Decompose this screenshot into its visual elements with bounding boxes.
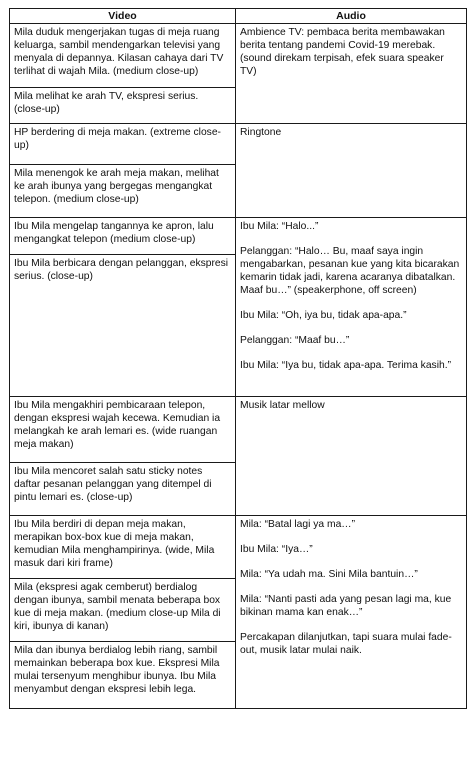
audio-cell <box>236 24 467 124</box>
audio-column-header: Audio <box>236 9 467 24</box>
av-script-table <box>9 8 467 709</box>
video-cell <box>10 397 236 516</box>
video-shot: Mila duduk mengerjakan tugas di meja ruang keluarga, sambil mendengarkan televisi yang menyala di depannya. Kilasan cahaya dari TV terlihat di wajah Mila. (medium close-up) <box>14 27 224 77</box>
scene-row <box>10 124 467 218</box>
audio-cell <box>236 516 467 709</box>
video-cell <box>10 516 236 709</box>
audio-line: Ibu Mila: “Oh, iya bu, tidak apa-apa.” <box>240 310 407 321</box>
video-cell <box>10 124 236 218</box>
audio-line: Ibu Mila: “Iya…” <box>240 544 313 555</box>
video-shot: Ibu Mila mengelap tangannya ke apron, lalu mengangkat telepon (medium close-up) <box>14 221 214 245</box>
audio-line: Mila: “Batal lagi ya ma…” <box>240 519 356 530</box>
audio-line: Musik latar mellow <box>240 400 325 411</box>
audio-line: Pelanggan: “Halo… Bu, maaf saya ingin mengabarkan, pesanan kue yang kita bicarakan kemarin tidak jadi, karena acaranya dibatalkan. Maaf bu…” (speakerphone, off screen) <box>240 246 460 296</box>
audio-line: Ambience TV: pembaca berita membawakan berita tentang pandemi Covid-19 merebak. (sound direkam terpisah, efek suara speaker TV) <box>240 27 445 77</box>
video-shot: Ibu Mila mencoret salah satu sticky notes daftar pesanan pelanggan yang ditempel di pintu lemari es. (close-up) <box>10 462 235 515</box>
audio-line: Pelanggan: “Maaf bu…” <box>240 335 350 346</box>
video-shot: Ibu Mila mengakhiri pembicaraan telepon, dengan ekspresi wajah kecewa. Kemudian ia melangkah ke arah lemari es. (wide ruangan meja makan) <box>14 400 221 450</box>
scene-row <box>10 218 467 397</box>
video-column-header: Video <box>10 9 236 24</box>
audio-line: Ringtone <box>240 127 282 138</box>
audio-line: Mila: “Nanti pasti ada yang pesan lagi ma, kue bikinan mama kan enak…” <box>240 594 452 618</box>
header-row <box>10 9 467 24</box>
video-shot: Ibu Mila berdiri di depan meja makan, merapikan box-box kue di meja makan, kemudian Mila menghampirinya. (wide, Mila masuk dari kiri frame) <box>14 519 215 569</box>
video-shot: Mila menengok ke arah meja makan, melihat ke arah ibunya yang bergegas mengangkat telepon. (medium close-up) <box>10 164 235 217</box>
video-shot: HP berdering di meja makan. (extreme close-up) <box>14 127 221 151</box>
audio-line: Ibu Mila: “Iya bu, tidak apa-apa. Terima kasih.” <box>240 360 451 371</box>
audio-cell <box>236 124 467 218</box>
video-cell <box>10 218 236 397</box>
video-shot: Mila dan ibunya berdialog lebih riang, sambil memainkan beberapa box kue. Ekspresi Mila mulai tersenyum menghibur ibunya. Ibu Mila menyambut dengan ekspresi lebih lega. <box>10 641 235 708</box>
video-shot: Ibu Mila berbicara dengan pelanggan, ekspresi serius. (close-up) <box>10 254 235 396</box>
scene-row <box>10 397 467 516</box>
audio-cell <box>236 218 467 397</box>
video-shot: Mila melihat ke arah TV, ekspresi serius. (close-up) <box>10 87 235 123</box>
audio-line: Mila: “Ya udah ma. Sini Mila bantuin…” <box>240 569 418 580</box>
scene-row <box>10 516 467 709</box>
video-cell <box>10 24 236 124</box>
video-shot: Mila (ekspresi agak cemberut) berdialog dengan ibunya, sambil menata beberapa box kue di meja makan. (medium close-up Mila di kiri, ibunya di kanan) <box>10 578 235 641</box>
audio-cell <box>236 397 467 516</box>
scene-row <box>10 24 467 124</box>
audio-line: Percakapan dilanjutkan, tapi suara mulai fade-out, musik latar mulai naik. <box>240 632 452 656</box>
audio-line: Ibu Mila: “Halo...” <box>240 221 319 232</box>
